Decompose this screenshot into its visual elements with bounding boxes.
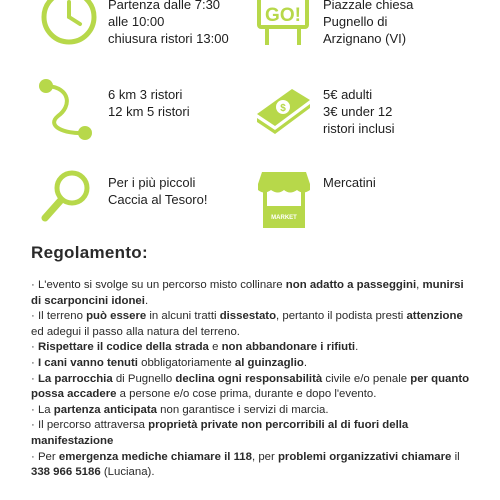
clock-icon [40, 0, 98, 46]
rule-text: · [31, 372, 38, 385]
rule-bold-text: problemi organizzativi chiamare [277, 450, 452, 463]
rule-text: · Il terreno [31, 310, 87, 323]
rule-text: il [451, 450, 460, 463]
go-sign-icon [256, 0, 312, 46]
rules-title: Regolamento: [31, 243, 148, 262]
market-info [323, 174, 376, 191]
rule-bold-text: per quanto possa accadere [31, 372, 470, 401]
rule-bold-text: attenzione [406, 310, 463, 323]
location-info-line: Piazzale chiesa [323, 0, 414, 12]
rule-bold-text: La parrocchia [37, 372, 113, 385]
rule-text: · [31, 341, 38, 354]
location-info [323, 0, 413, 47]
magnifier-icon [40, 168, 96, 228]
rule-item [31, 418, 471, 449]
rule-text: , pertanto il podista presti [276, 310, 407, 323]
market-stall-text: MARKET [271, 215, 297, 221]
rule-bold-text: non abbandonare i rifiuti [221, 341, 356, 354]
rule-item [31, 309, 471, 340]
rule-text: . [303, 356, 308, 369]
rule-text: . [355, 341, 359, 354]
kids-info-line: Per i più piccoli [108, 175, 196, 190]
rule-item [31, 403, 471, 419]
rule-bold-text: può essere [86, 310, 147, 323]
rule-item [31, 278, 471, 309]
rule-text: · Per [31, 450, 59, 463]
rule-text: · La [31, 403, 54, 416]
start-info [108, 0, 229, 47]
rule-item [31, 450, 471, 481]
rule-text: non garantisce i servizi di marcia. [156, 403, 329, 416]
rule-text: · L'evento si svolge su un percorso misto collinare [31, 279, 286, 291]
price-info-line: 3€ under 12 [323, 104, 393, 119]
price-info-line: ristori inclusi [323, 121, 395, 136]
kids-info-line: Caccia al Tesoro! [108, 192, 208, 207]
svg-text:$: $ [280, 103, 286, 114]
price-info [323, 86, 395, 137]
rule-bold-text: declina ogni responsabilità [175, 372, 323, 385]
money-icon [252, 84, 314, 134]
rule-text: , [416, 279, 423, 291]
rule-text: · [31, 356, 38, 369]
rule-text: , per [251, 450, 278, 463]
start-info-line: alle 10:00 [108, 14, 165, 29]
route-info [108, 86, 190, 120]
rule-item [31, 372, 471, 403]
rule-text: (Luciana). [100, 466, 155, 479]
rule-bold-text: partenza anticipata [53, 403, 157, 416]
rule-text: . [144, 294, 149, 307]
rule-text: e [208, 341, 222, 354]
rule-text: civile e/o penale [322, 372, 411, 385]
rule-item [31, 356, 471, 372]
rule-bold-text: al guinzaglio [234, 356, 304, 369]
market-stall-icon [256, 168, 312, 232]
rule-bold-text: I cani vanno tenuti [37, 356, 138, 369]
rule-bold-text: 338 966 5186 [31, 466, 101, 479]
rule-text: in alcuni tratti [146, 310, 220, 323]
price-info-line: 5€ adulti [323, 87, 373, 102]
route-icon [36, 76, 98, 144]
rule-bold-text: emergenza mediche chiamare il 118 [58, 450, 252, 463]
rule-bold-text: Rispettare il codice della strada [37, 341, 209, 354]
market-info-line: Mercatini [323, 175, 376, 190]
rule-text: ed adegui il passo alla natura del terreno. [31, 325, 240, 338]
route-info-line: 6 km 3 ristori [108, 87, 183, 102]
go-sign-text: GO! [265, 5, 301, 26]
rule-bold-text: munirsi di scarponcini idonei [31, 279, 464, 307]
route-info-line: 12 km 5 ristori [108, 104, 190, 119]
location-info-line: Arzignano (VI) [323, 31, 407, 46]
rule-bold-text: non adatto a passeggini [285, 279, 417, 291]
rule-text: · Il percorso attraversa [31, 419, 149, 432]
rule-text: di Pugnello [112, 372, 176, 385]
rule-bold-text: dissestato [219, 310, 277, 323]
kids-info [108, 174, 207, 208]
start-info-line: Partenza dalle 7:30 [108, 0, 221, 12]
rule-item [31, 340, 471, 356]
start-info-line: chiusura ristori 13:00 [108, 31, 229, 46]
rule-text: obbligatoriamente [137, 356, 235, 369]
location-info-line: Pugnello di [323, 14, 388, 29]
rule-text: a persone e/o cose prima, durante e dopo l'evento. [116, 388, 377, 401]
rule-bold-text: proprietà private non percorribili al di fuori della manifestazione [31, 419, 409, 447]
rules-list [31, 278, 471, 481]
